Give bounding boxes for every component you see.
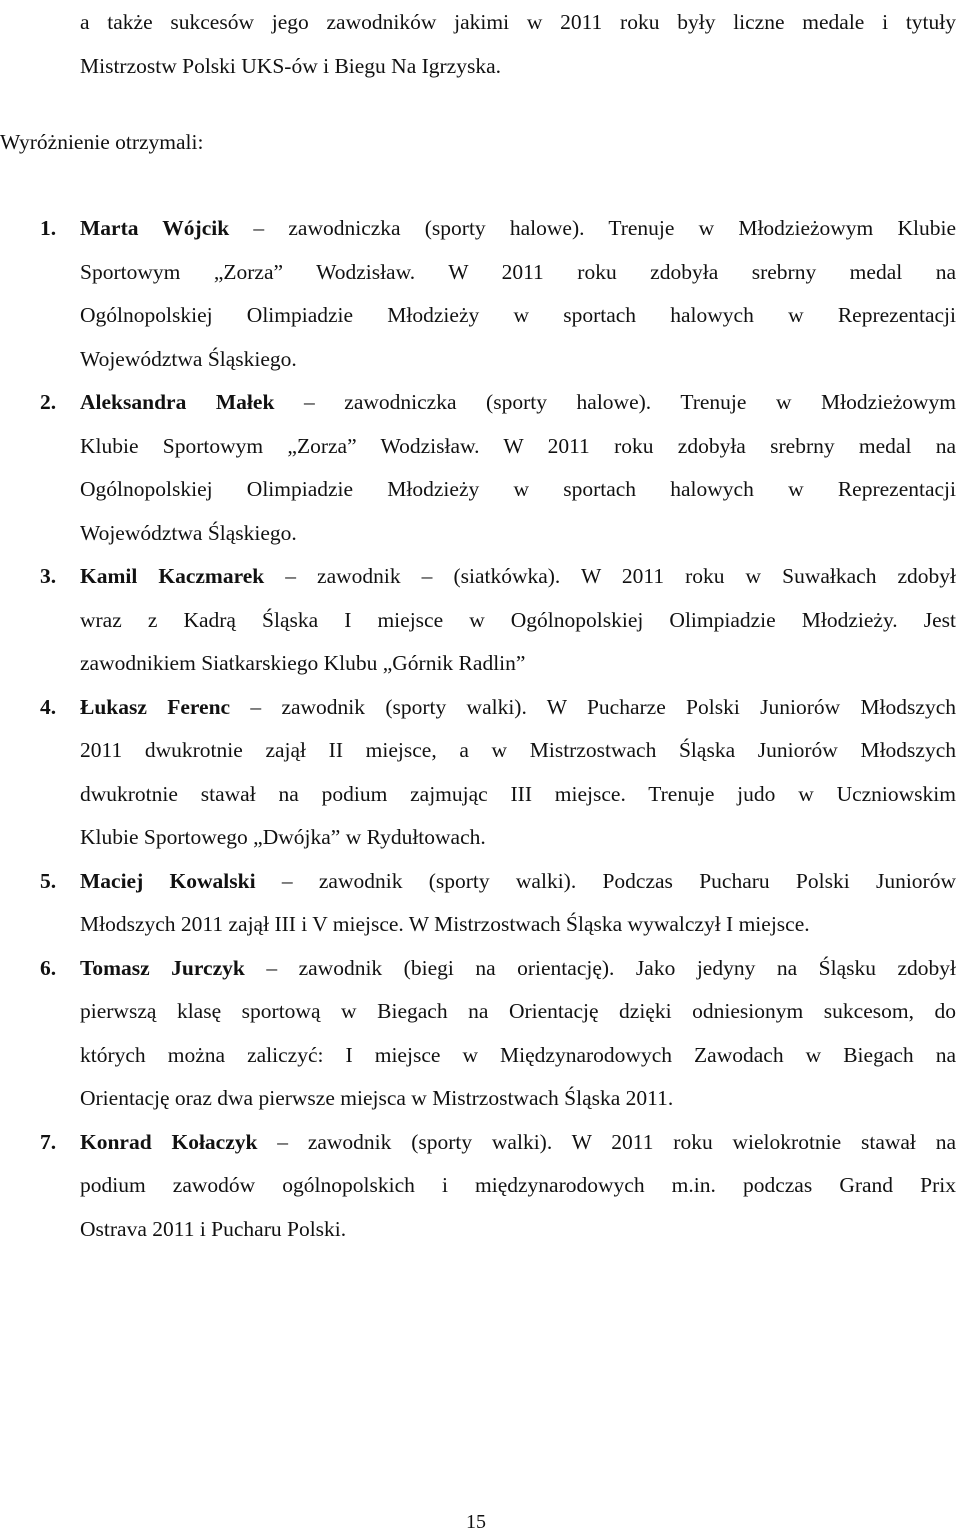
list-item-number: 4.	[40, 694, 57, 719]
awardee-name: Aleksandra Małek	[80, 390, 275, 414]
list-item-number: 3.	[40, 564, 57, 588]
intro-line-1: a także sukcesów jego zawodników jakimi w 2011 roku były liczne medale i tytuły	[80, 10, 956, 34]
list-item-line: Ostrava 2011 i Pucharu Polski.	[80, 1216, 347, 1241]
list-item-line	[80, 207, 956, 251]
intro-line-2: Mistrzostw Polski UKS-ów i Biegu Na Igrzyska.	[80, 54, 502, 78]
awardee-description: – zawodniczka (sporty halowe). Trenuje w Młodzieżowym	[274, 390, 956, 414]
awardee-description: – zawodnik (sporty walki). Podczas Pucharu Polski Juniorów	[255, 868, 956, 893]
list-item-line	[80, 1121, 956, 1165]
awardees-list	[0, 207, 960, 1251]
list-item-line: Województwa Śląskiego.	[80, 520, 297, 545]
list-item-line	[80, 947, 956, 991]
awardee-name: Kamil Kaczmarek	[80, 564, 265, 588]
list-item-line: zawodnikiem Siatkarskiego Klubu „Górnik Radlin”	[80, 651, 526, 675]
list-item-line: Orientację oraz dwa pierwsze miejsca w Mistrzostwach Śląska 2011.	[80, 1086, 674, 1110]
list-item-line: Ogólnopolskiej Olimpiadzie Młodzieży w sportach halowych w Reprezentacji	[80, 477, 956, 501]
list-item-line: Klubie Sportowym „Zorza” Wodzisław. W 2011 roku zdobyła srebrny medal na	[80, 433, 956, 458]
awardee-name: Marta Wójcik	[80, 216, 230, 240]
list-item	[0, 207, 960, 381]
section-heading: Wyróżnienie otrzymali:	[0, 130, 204, 154]
list-item-number: 5.	[40, 868, 57, 893]
list-item-line	[80, 686, 956, 730]
awardee-description: – zawodnik – (siatkówka). W 2011 roku w Suwałkach zdobył	[264, 564, 956, 588]
list-item-line: pierwszą klasę sportową w Biegach na Orientację dzięki odniesionym sukcesom, do	[80, 999, 956, 1023]
list-item-number: 1.	[40, 216, 57, 240]
awardee-description: – zawodniczka (sporty halowe). Trenuje w Młodzieżowym Klubie	[229, 216, 956, 240]
intro-paragraph	[80, 0, 956, 88]
list-item	[0, 381, 960, 555]
list-item-line	[80, 381, 956, 425]
awardee-name: Konrad Kołaczyk	[80, 1129, 258, 1154]
list-item-line: których można zaliczyć: I miejsce w Międzynarodowych Zawodach w Biegach na	[80, 1042, 956, 1067]
list-item-line: Młodszych 2011 zajął III i V miejsce. W Mistrzostwach Śląska wywalczył I miejsce.	[80, 912, 810, 936]
list-item-line: podium zawodów ogólnopolskich i międzynarodowych m.in. podczas Grand Prix	[80, 1173, 956, 1197]
list-item-line	[80, 860, 956, 904]
awardee-name: Łukasz Ferenc	[80, 694, 231, 719]
list-item-line: dwukrotnie stawał na podium zajmując III miejsce. Trenuje judo w Uczniowskim	[80, 781, 956, 806]
list-item-number: 7.	[40, 1129, 57, 1154]
list-item	[0, 686, 960, 860]
awardee-description: – zawodnik (sporty walki). W 2011 roku wielokrotnie stawał na	[257, 1129, 956, 1154]
list-item-line	[80, 555, 956, 599]
list-item	[0, 947, 960, 1121]
list-item-line: Ogólnopolskiej Olimpiadzie Młodzieży w sportach halowych w Reprezentacji	[80, 303, 956, 327]
list-item-line: Sportowym „Zorza” Wodzisław. W 2011 roku zdobyła srebrny medal na	[80, 259, 956, 284]
list-item	[0, 860, 960, 947]
awardee-description: – zawodnik (biegi na orientację). Jako jedyny na Śląsku zdobył	[244, 955, 956, 980]
list-item-number: 6.	[40, 955, 57, 980]
awardee-name: Maciej Kowalski	[80, 868, 256, 893]
list-item-line: 2011 dwukrotnie zajął II miejsce, a w Mistrzostwach Śląska Juniorów Młodszych	[80, 738, 956, 762]
list-item-line: wraz z Kadrą Śląska I miejsce w Ogólnopolskiej Olimpiadzie Młodzieży. Jest	[80, 607, 956, 632]
page-number: 15	[466, 1511, 486, 1533]
list-item	[0, 555, 960, 686]
awardee-description: – zawodnik (sporty walki). W Pucharze Polski Juniorów Młodszych	[230, 694, 956, 719]
list-item-line: Województwa Śląskiego.	[80, 346, 297, 371]
list-item	[0, 1121, 960, 1252]
list-item-number: 2.	[40, 390, 57, 414]
list-item-line: Klubie Sportowego „Dwójka” w Rydułtowach.	[80, 825, 486, 849]
awardee-name: Tomasz Jurczyk	[80, 955, 245, 980]
